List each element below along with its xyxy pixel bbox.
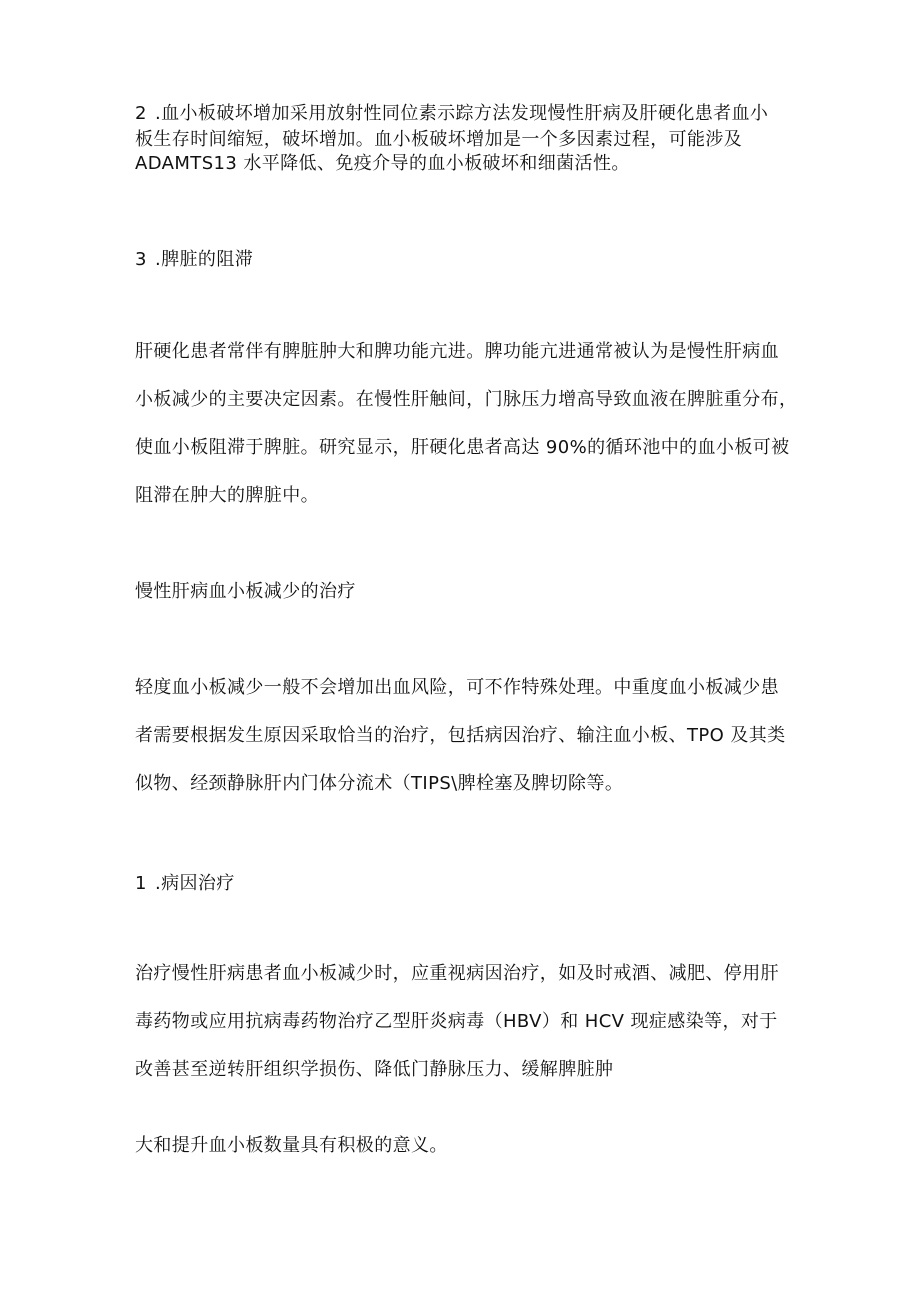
section-2-number: 2 <box>135 103 147 124</box>
section-1-number: 1 <box>135 873 147 894</box>
section-3-number: 3 <box>135 249 147 270</box>
section-3-heading <box>135 248 253 272</box>
spleen-paragraph-line-1: 肝硬化患者常伴有脾脏肿大和脾功能亢进。脾功能亢进通常被认为是慢性肝病血 <box>135 341 779 362</box>
treatment-paragraph-line-1: 轻度血小板减少一般不会增加出血风险，可不作特殊处理。中重度血小板减少患 <box>135 677 779 698</box>
treatment-heading: 慢性肝病血小板减少的治疗 <box>135 581 356 602</box>
etiology-paragraph-line-3: 改善甚至逆转肝组织学损伤、降低门静脉压力、缓解脾脏肿 <box>135 1059 614 1080</box>
etiology-paragraph-line-1: 治疗慢性肝病患者血小板减少时，应重视病因治疗，如及时戒酒、减肥、停用肝 <box>135 963 779 984</box>
section-2-line-1 <box>135 102 768 126</box>
spleen-paragraph-line-2: 小板减少的主要决定因素。在慢性肝触间，门脉压力增高导致血液在脾脏重分布， <box>135 389 798 410</box>
spleen-paragraph-line-4: 阻滞在肿大的脾脏中。 <box>135 485 319 506</box>
section-3-title: .脾脏的阻滞 <box>155 249 254 270</box>
etiology-paragraph-line-4: 大和提升血小板数量具有积极的意义。 <box>135 1135 448 1156</box>
spleen-paragraph-line-3: 使血小板阻滞于脾脏。研究显示，肝硬化患者高达 90%的循环池中的血小板可被 <box>135 437 790 458</box>
section-2-line-3: ADAMTS13 水平降低、免疫介导的血小板破坏和细菌活性。 <box>135 153 630 174</box>
section-2-line-2: 板生存时间缩短，破坏增加。血小板破坏增加是一个多因素过程，可能涉及 <box>135 129 743 150</box>
treatment-paragraph-line-2: 者需要根据发生原因采取恰当的治疗，包括病因治疗、输注血小板、TPO 及其类 <box>135 725 786 746</box>
section-1-title: .病因治疗 <box>155 873 235 894</box>
section-2-text-1: .血小板破坏增加采用放射性同位素示踪方法发现慢性肝病及肝硬化患者血小 <box>155 103 769 124</box>
section-1-heading <box>135 872 235 896</box>
treatment-paragraph-line-3: 似物、经颈静脉肝内门体分流术（TIPS\脾栓塞及脾切除等。 <box>135 773 624 794</box>
etiology-paragraph-line-2: 毒药物或应用抗病毒药物治疗乙型肝炎病毒（HBV）和 HCV 现症感染等，对于 <box>135 1011 778 1032</box>
